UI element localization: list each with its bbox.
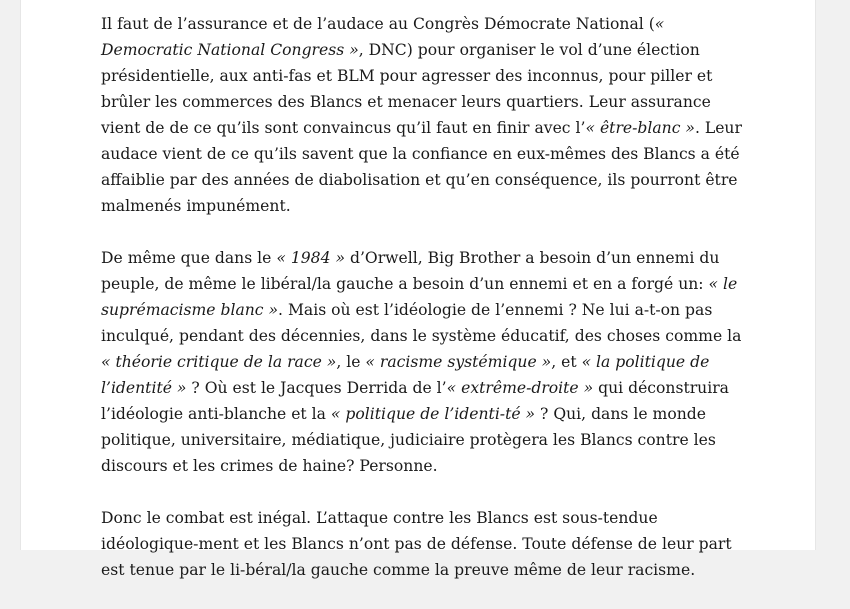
text-run: ? Où est le Jacques Derrida de l’ bbox=[186, 379, 447, 397]
text-run: , le bbox=[336, 353, 366, 371]
article-body bbox=[101, 11, 743, 609]
text-run: De même que dans le bbox=[101, 249, 277, 267]
paragraph-3 bbox=[101, 505, 743, 583]
italic-quote: « 1984 » bbox=[276, 249, 346, 267]
text-run: , et bbox=[551, 353, 582, 371]
text-run: . Mais où est l’idéologie de l’ennemi ? Ne lui a-t-on pas inculqué, pendant des décennies, dans le système éducatif, des choses comme la bbox=[101, 301, 742, 345]
text-run: Il faut de l’assurance et de l’audace au Congrès Démocrate National ( bbox=[101, 15, 655, 33]
text-run: ? Qui, dans le monde politique, universitaire, médiatique, judiciaire protègera les Blancs contre les discours et les crimes de haine? Personne. bbox=[101, 405, 716, 475]
italic-quote: « théorie critique de la race » bbox=[101, 353, 337, 371]
italic-quote: « extrême-droite » bbox=[446, 379, 594, 397]
paragraph-1 bbox=[101, 11, 743, 219]
text-run: , DNC) pour organiser le vol d’une élection présidentielle, aux anti-fas et BLM pour agresser des inconnus, pour piller et brûler les commerces des Blancs et menacer leurs quartiers. Leur assurance vient de de ce qu’ils sont convaincus qu’il faut en finir avec l’ bbox=[101, 41, 713, 137]
italic-quote: « la politique de l’identité » bbox=[101, 353, 710, 397]
italic-quote: « être-blanc » bbox=[585, 119, 695, 137]
italic-quote: « racisme systémique » bbox=[365, 353, 552, 371]
text-run: d’Orwell, Big Brother a besoin d’un ennemi du peuple, de même le libéral/la gauche a besoin d’un ennemi et en a forgé un: bbox=[101, 249, 720, 293]
paragraph-2 bbox=[101, 245, 743, 479]
article-page bbox=[20, 0, 816, 579]
italic-quote: « politique de l’identi-té » bbox=[330, 405, 536, 423]
text-run: Donc le combat est inégal. L’attaque contre les Blancs est sous-tendue idéologique-ment et les Blancs n’ont pas de défense. Toute défense de leur part est tenue par le li-béral/la gauche comme la preuve même de leur racisme. bbox=[101, 509, 732, 579]
text-run: . Leur audace vient de ce qu’ils savent que la confiance en eux-mêmes des Blancs a été affaiblie par des années de diabolisation et qu’en conséquence, ils pourront être malmenés impunément. bbox=[101, 119, 742, 215]
italic-quote: « le suprémacisme blanc » bbox=[101, 275, 738, 319]
text-run: qui déconstruira l’idéologie anti-blanche et la bbox=[101, 379, 729, 423]
italic-quote: « Democratic National Congress » bbox=[101, 15, 665, 59]
